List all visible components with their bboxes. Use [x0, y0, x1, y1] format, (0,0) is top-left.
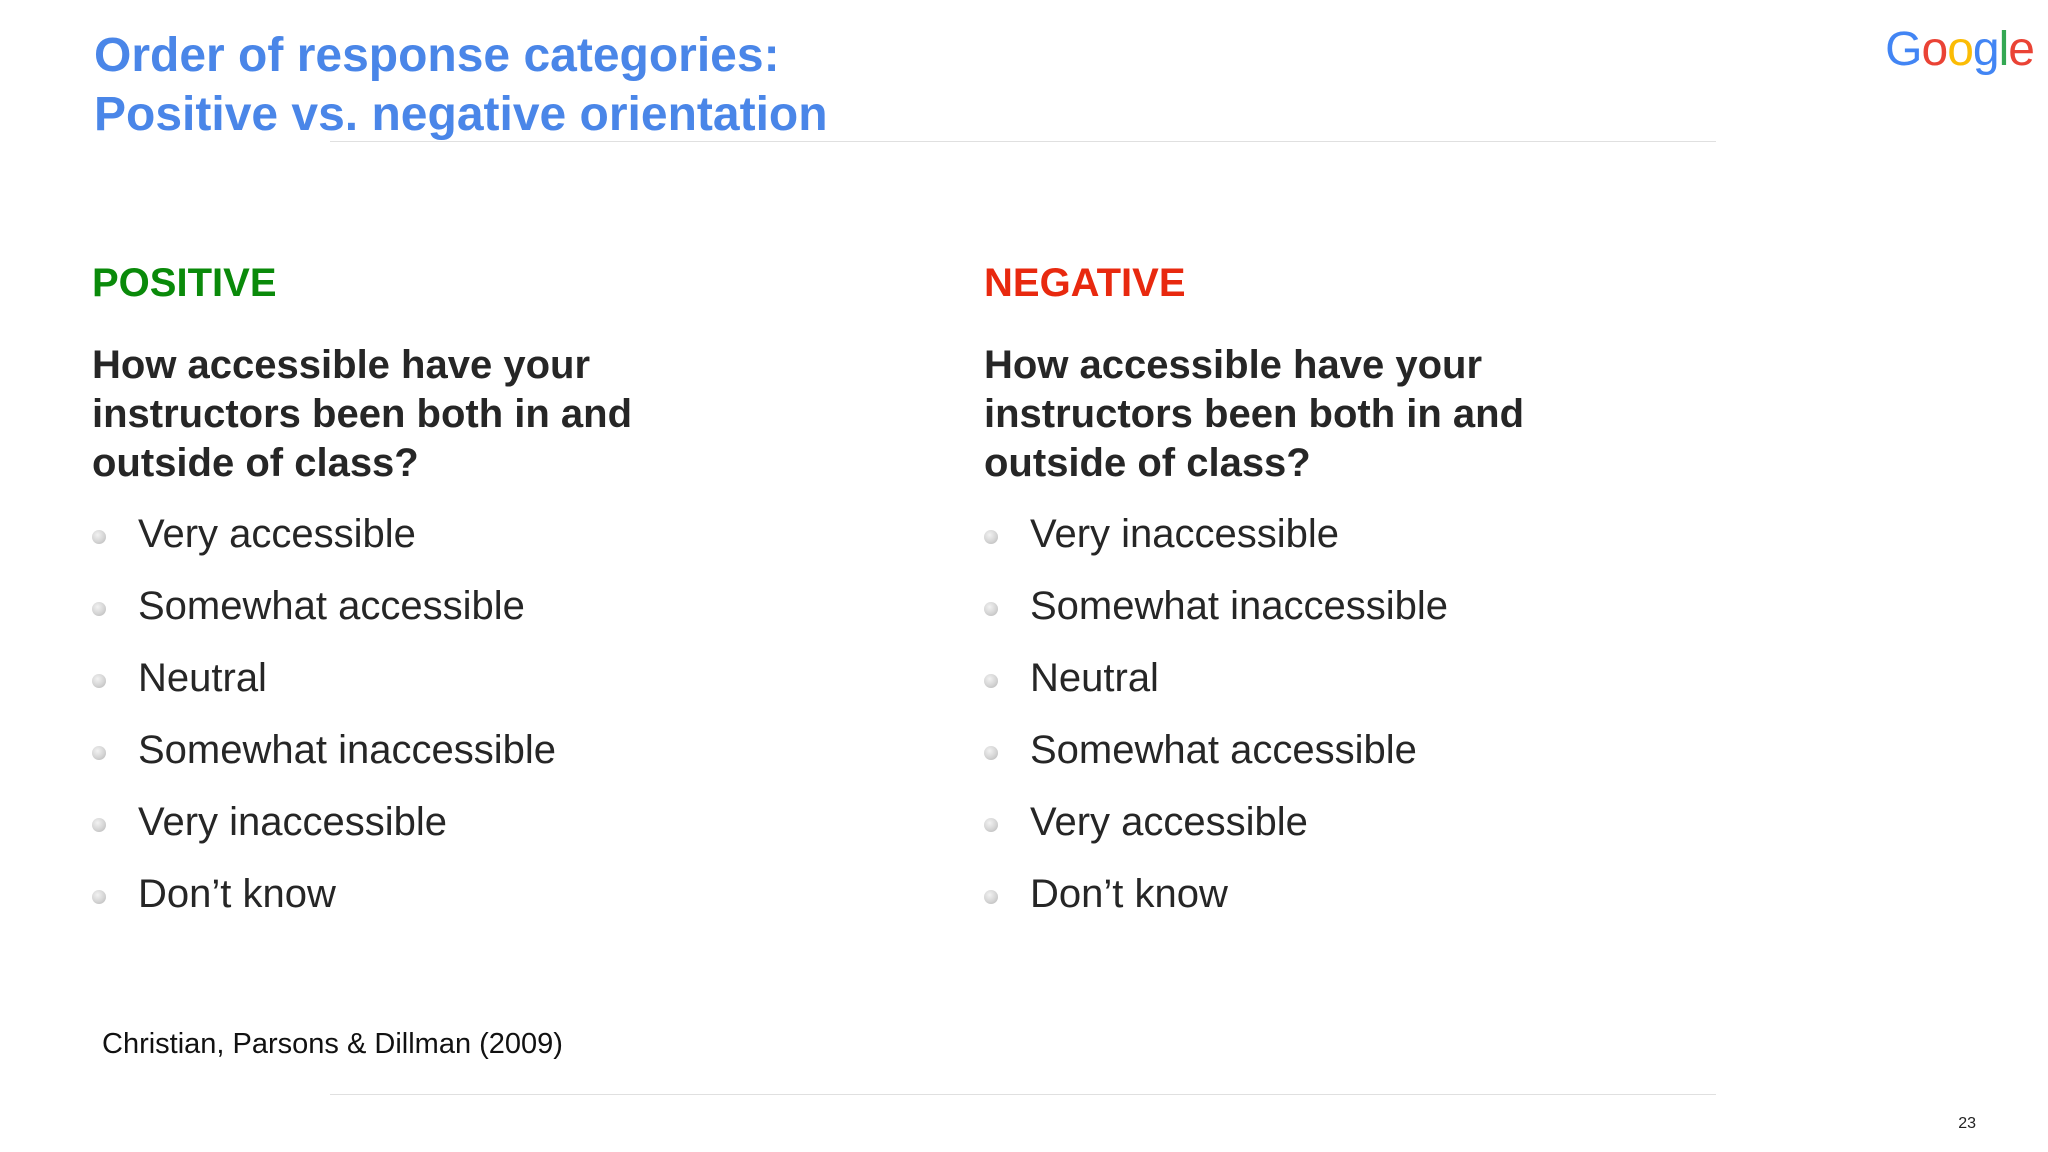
citation: Christian, Parsons & Dillman (2009) — [102, 1028, 563, 1060]
option-label: Somewhat inaccessible — [1030, 584, 1448, 628]
negative-question-line-2: instructors been both in and — [984, 392, 1525, 436]
positive-column — [92, 258, 852, 930]
radio-button-icon[interactable] — [92, 602, 106, 616]
radio-button-icon[interactable] — [92, 530, 106, 544]
option-label: Very inaccessible — [138, 800, 448, 844]
negative-option[interactable] — [984, 858, 1744, 930]
option-label: Neutral — [1030, 656, 1159, 700]
negative-option[interactable] — [984, 786, 1744, 858]
radio-button-icon[interactable] — [984, 530, 998, 544]
positive-question-line-3: outside of class? — [92, 441, 419, 485]
radio-button-icon[interactable] — [984, 746, 998, 760]
radio-button-icon[interactable] — [92, 746, 106, 760]
option-label: Somewhat accessible — [1030, 728, 1417, 772]
logo-letter-5: l — [1998, 23, 2009, 76]
negative-option[interactable] — [984, 642, 1744, 714]
logo-letter-2: o — [1921, 23, 1948, 76]
radio-button-icon[interactable] — [984, 818, 998, 832]
radio-button-icon[interactable] — [984, 602, 998, 616]
option-label: Somewhat inaccessible — [138, 728, 556, 772]
positive-option[interactable] — [92, 858, 852, 930]
radio-button-icon[interactable] — [92, 890, 106, 904]
negative-question — [984, 341, 1744, 488]
title-divider — [330, 141, 1716, 142]
radio-button-icon[interactable] — [92, 674, 106, 688]
title-line-1: Order of response categories: — [94, 29, 780, 82]
negative-option[interactable] — [984, 714, 1744, 786]
option-label: Very accessible — [1030, 800, 1308, 844]
negative-option[interactable] — [984, 498, 1744, 570]
option-label: Don’t know — [138, 872, 336, 916]
option-label: Neutral — [138, 656, 267, 700]
positive-question-line-2: instructors been both in and — [92, 392, 633, 436]
positive-options-list — [92, 498, 852, 930]
positive-question — [92, 341, 852, 488]
negative-heading: NEGATIVE — [984, 261, 1186, 305]
positive-option[interactable] — [92, 786, 852, 858]
google-logo — [1885, 20, 2034, 80]
negative-question-line-3: outside of class? — [984, 441, 1311, 485]
positive-option[interactable] — [92, 498, 852, 570]
option-label: Very accessible — [138, 512, 416, 556]
radio-button-icon[interactable] — [984, 890, 998, 904]
negative-column — [984, 258, 1744, 930]
footer-divider — [330, 1094, 1716, 1095]
logo-letter-3: o — [1947, 23, 1973, 76]
option-label: Don’t know — [1030, 872, 1228, 916]
positive-option[interactable] — [92, 570, 852, 642]
radio-button-icon[interactable] — [92, 818, 106, 832]
positive-question-line-1: How accessible have your — [92, 343, 591, 387]
option-label: Very inaccessible — [1030, 512, 1340, 556]
positive-heading: POSITIVE — [92, 261, 277, 305]
logo-letter-6: e — [2008, 23, 2034, 76]
logo-letter-1: G — [1885, 23, 1922, 76]
radio-button-icon[interactable] — [984, 674, 998, 688]
option-label: Somewhat accessible — [138, 584, 525, 628]
title-line-2: Positive vs. negative orientation — [94, 88, 828, 141]
negative-question-line-1: How accessible have your — [984, 343, 1483, 387]
positive-option[interactable] — [92, 642, 852, 714]
logo-letter-4: g — [1972, 23, 1999, 76]
page-number: 23 — [1958, 1115, 1976, 1132]
slide-title — [94, 26, 828, 144]
negative-option[interactable] — [984, 570, 1744, 642]
positive-option[interactable] — [92, 714, 852, 786]
negative-options-list — [984, 498, 1744, 930]
